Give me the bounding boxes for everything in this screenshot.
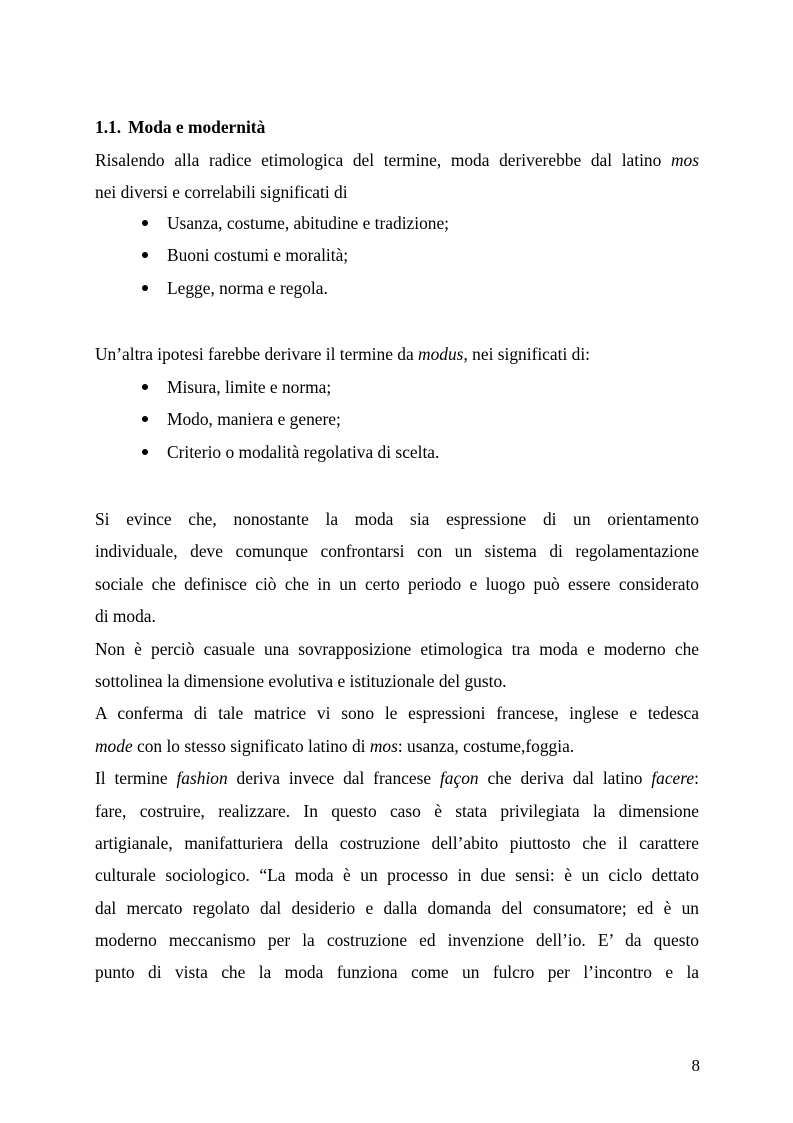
bullet-icon — [142, 252, 148, 258]
italic-term: mos — [670, 150, 699, 170]
bullet-icon — [142, 416, 148, 422]
bullet-list-mos — [140, 207, 700, 304]
text-run: Il termine — [95, 768, 177, 789]
italic-term: mode — [95, 735, 133, 756]
page-number: 8 — [691, 1056, 700, 1075]
italic-term: facere — [651, 768, 695, 789]
list-item-text: Modo, maniera e genere; — [167, 409, 341, 430]
text-run: : usanza, costume,foggia. — [397, 735, 575, 756]
text-line — [95, 730, 699, 762]
text-line: punto di vista che la moda funziona come un fulcro per l’incontro e la — [95, 962, 699, 983]
bullet-icon — [142, 285, 148, 291]
list-item — [140, 272, 700, 304]
text-run: Risalendo alla radice etimologica del termine, moda deriverebbe dal latino — [95, 150, 671, 170]
bullet-list-modus — [140, 371, 700, 468]
list-item-text: Buoni costumi e moralità; — [167, 245, 349, 266]
section-title: Moda e modernità — [128, 117, 266, 137]
text-line: Si evince che, nonostante la moda sia espressione di un orientamento — [95, 509, 699, 529]
modus-paragraph — [95, 338, 699, 370]
list-item-text: Misura, limite e norma; — [167, 377, 332, 397]
text-run: Un’altra ipotesi farebbe derivare il termine da — [95, 344, 419, 364]
list-item-text: Criterio o modalità regolativa di scelta. — [167, 441, 440, 462]
text-line: Non è perciò casuale una sovrapposizione etimologica tra moda e moderno che — [95, 638, 699, 659]
text-run: , nei significati di: — [463, 344, 590, 364]
list-item — [140, 239, 700, 271]
italic-term: mos — [369, 735, 398, 756]
body-paragraphs — [95, 503, 699, 989]
list-item — [140, 371, 700, 403]
text-run: : — [694, 768, 699, 789]
text-line — [95, 144, 699, 176]
section-number: 1.1. — [95, 117, 122, 137]
list-item — [140, 207, 700, 239]
text-line: di moda. — [95, 606, 156, 627]
text-line: nei diversi e correlabili significati di — [95, 182, 348, 203]
list-item-text: Legge, norma e regola. — [167, 277, 328, 298]
list-item — [140, 403, 700, 435]
bullet-icon — [142, 449, 148, 455]
text-line: moderno meccanismo per la costruzione ed invenzione dell’io. E’ da questo — [95, 930, 699, 951]
bullet-icon — [142, 384, 148, 390]
italic-term: fashion — [176, 768, 228, 789]
list-item — [140, 436, 700, 468]
bullet-icon — [142, 220, 148, 226]
text-line: artigianale, manifatturiera della costruzione dell’abito piuttosto che il carattere — [95, 832, 699, 853]
list-item-text: Usanza, costume, abitudine e tradizione; — [167, 213, 450, 233]
section-heading — [95, 114, 699, 140]
text-line — [95, 762, 699, 794]
italic-term: façon — [439, 768, 479, 789]
italic-term: modus — [418, 344, 464, 364]
text-run: deriva invece dal francese — [227, 768, 440, 789]
text-line: fare, costruire, realizzare. In questo caso è stata privilegiata la dimensione — [95, 800, 699, 821]
text-line: A conferma di tale matrice vi sono le espressioni francese, inglese e tedesca — [95, 703, 699, 724]
text-line: culturale sociologico. “La moda è un processo in due sensi: è un ciclo dettato — [95, 865, 699, 886]
text-run: che deriva dal latino — [478, 768, 652, 789]
text-line: individuale, deve comunque confrontarsi con un sistema di regolamentazione — [95, 541, 699, 562]
text-line: dal mercato regolato dal desiderio e dalla domanda del consumatore; ed è un — [95, 897, 699, 918]
text-line — [95, 338, 699, 370]
text-line: sociale che definisce ciò che in un certo periodo e luogo può essere considerato — [95, 573, 699, 594]
text-run: con lo stesso significato latino di — [132, 735, 370, 756]
intro-paragraph — [95, 144, 699, 209]
text-line: sottolinea la dimensione evolutiva e istituzionale del gusto. — [95, 670, 507, 691]
